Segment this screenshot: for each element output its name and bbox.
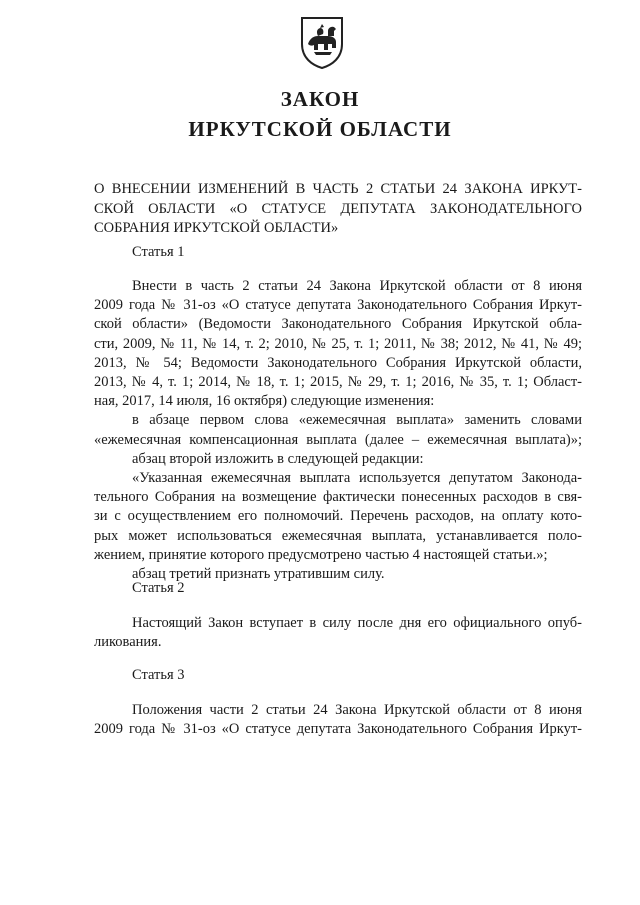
text-line: 2013, № 4, т. 1; 2014, № 18, т. 1; 2015, № 29, т. 1; 2016, № 35, т. 1; Област- — [94, 374, 582, 391]
text-line: 2009 года № 31-оз «О статусе депутата Законодательного Собрания Иркут- — [94, 721, 582, 738]
text-line: зи с осуществлением его полномочий. Перечень расходов, на оплату кото- — [94, 508, 582, 525]
text-line: жением, принятие которого предусмотрено частью 4 настоящей статьи.»; — [94, 546, 548, 563]
text-line: в абзаце первом слова «ежемесячная выплата» заменить словами — [132, 412, 582, 429]
text-line: Положения части 2 статьи 24 Закона Иркутской области от 8 июня — [132, 702, 582, 718]
text-line: ная, 2017, 14 июля, 16 октября) следующие изменения: — [94, 393, 435, 410]
text-line: Внести в часть 2 статьи 24 Закона Иркутской области от 8 июня — [132, 278, 582, 294]
text-line: сти, 2009, № 11, № 14, т. 2; 2010, № 25, т. 1; 2011, № 38; 2012, № 41, № 49; — [94, 335, 582, 352]
article-1-title: Статья 1 — [132, 244, 185, 260]
text-line: тельного Собрания на возмещение фактически понесенных расходов в свя- — [94, 489, 582, 506]
law-region-title: ИРКУТСКОЙ ОБЛАСТИ — [188, 117, 452, 141]
heading-line: СКОЙ ОБЛАСТИ «О СТАТУСЕ ДЕПУТАТА ЗАКОНОДАТЕЛЬНОГО — [94, 200, 582, 217]
heading-line: СОБРАНИЯ ИРКУТСКОЙ ОБЛАСТИ» — [94, 220, 339, 236]
text-line: ликования. — [94, 634, 162, 651]
text-line: рых может использоваться ежемесячная выплата, устанавливается поло- — [94, 527, 582, 544]
article-2-title: Статья 2 — [132, 580, 185, 596]
law-title: ЗАКОН — [280, 87, 360, 111]
text-line: 2013, № 54; Ведомости Законодательного Собрания Иркутской области, — [94, 354, 582, 371]
text-line: «Указанная ежемесячная выплата используется депутатом Законода- — [132, 470, 582, 487]
heading-line: О ВНЕСЕНИИ ИЗМЕНЕНИЙ В ЧАСТЬ 2 СТАТЬИ 24 ЗАКОНА ИРКУТ- — [94, 181, 582, 197]
text-line: «ежемесячная компенсационная выплата (далее – ежемесячная выплата)»; — [94, 431, 582, 448]
article-3-title: Статья 3 — [132, 667, 185, 683]
article-3-text — [94, 701, 582, 739]
article-1-text — [94, 277, 582, 584]
text-line: абзац третий признать утратившим силу. — [132, 566, 385, 583]
law-heading — [94, 180, 582, 239]
text-line: ской области» (Ведомости Законодательного Собрания Иркутской обла- — [94, 316, 582, 333]
text-line: абзац второй изложить в следующей редакции: — [132, 450, 424, 467]
article-2-text — [94, 614, 582, 652]
text-line: 2009 года № 31-оз «О статусе депутата Законодательного Собрания Иркут- — [94, 297, 582, 314]
coat-of-arms-icon — [298, 14, 346, 70]
text-line: Настоящий Закон вступает в силу после дня его официального опуб- — [132, 615, 582, 631]
